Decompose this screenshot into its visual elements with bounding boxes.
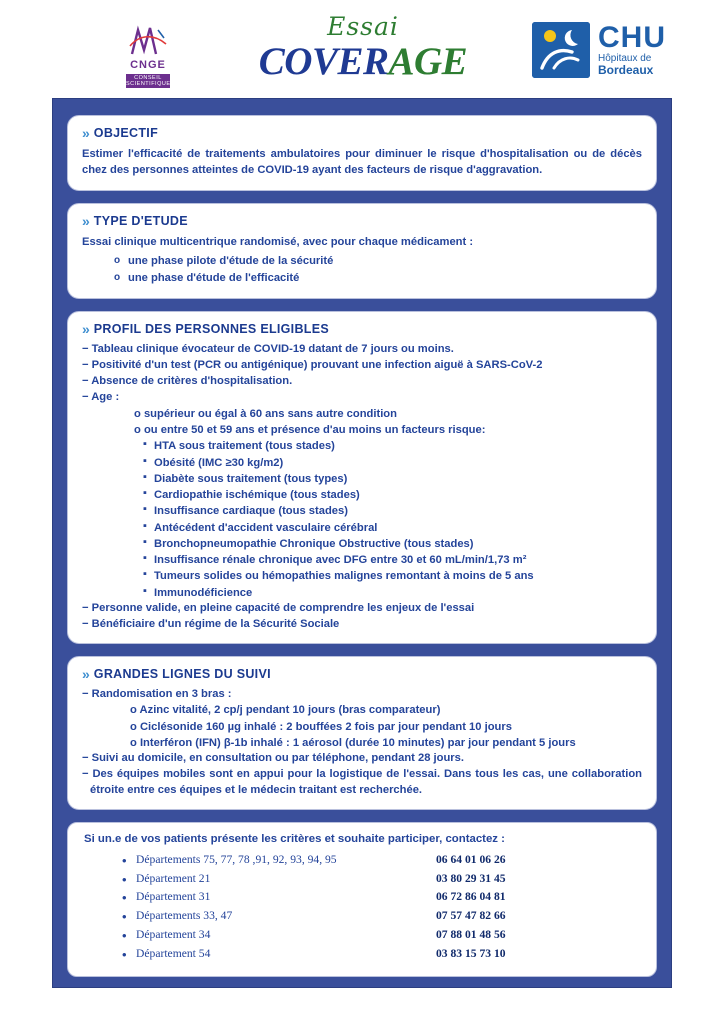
contact-departments: • Département 34 (136, 928, 211, 941)
list-item: ▪ Insuffisance cardiaque (tous stades) (154, 503, 642, 519)
risk-factor-list (82, 438, 642, 600)
section-type-etude-title: TYPE D'ETUDE (93, 214, 188, 229)
trial-arm: o Azinc vitalité, 2 cp/j pendant 10 jours (bras comparateur) (130, 704, 441, 717)
list-item: ▪ Immunodéficience (154, 585, 642, 601)
contact-phone[interactable]: 03 83 15 73 10 (436, 946, 506, 960)
contact-phone[interactable]: 06 72 86 04 81 (436, 890, 506, 904)
list-item: ▪ Insuffisance rénale chronique avec DFG entre 30 et 60 mL/min/1,73 m² (154, 552, 642, 568)
contact-row (136, 888, 640, 907)
list-item: ▪ Bronchopneumopathie Chronique Obstructive (tous stades) (154, 536, 642, 552)
chu-badge-icon (532, 22, 590, 78)
study-phase-list (82, 253, 642, 287)
list-item: ▪ Tumeurs solides ou hémopathies malignes remontant à moins de 5 ans (154, 568, 642, 584)
section-profil-title: PROFIL DES PERSONNES ELIGIBLES (93, 322, 329, 337)
contact-phone[interactable]: 06 64 01 06 26 (436, 852, 506, 866)
trial-arm: o Interféron (IFN) β-1b inhalé : 1 aérosol (durée 10 minutes) par jour pendant 5 jours (130, 736, 576, 749)
section-profil-header (82, 322, 642, 336)
chu-logo (532, 22, 666, 78)
poster-body (52, 98, 672, 988)
section-objectif-title: OBJECTIF (93, 126, 159, 140)
section-suivi-title: GRANDES LIGNES DU SUIVI (93, 666, 271, 681)
contact-departments: • Département 31 (136, 890, 211, 904)
cnge-logo-subtext: CONSEIL SCIENTIFIQUE (126, 75, 171, 87)
chevron-right-icon: » (82, 213, 87, 230)
chu-sub2: Bordeaux (598, 63, 654, 78)
followup-line: − Randomisation en 3 bras : (82, 687, 232, 700)
chu-sub1: Hôpitaux de (598, 52, 652, 64)
chu-wordmark (598, 22, 666, 78)
trial-name-part2: AGE (388, 40, 468, 83)
list-item: o une phase d'étude de l'efficacité (128, 270, 642, 287)
followup-line: − Suivi au domicile, en consultation ou par téléphone, pendant 28 jours. (82, 752, 464, 765)
contact-phone[interactable]: 07 88 01 48 56 (436, 928, 506, 941)
contact-phone[interactable]: 07 57 47 82 66 (436, 909, 506, 923)
eligibility-line: − Absence de critères d'hospitalisation. (82, 375, 293, 388)
section-suivi-header (82, 667, 642, 681)
list-item: ▪ Cardiopathie ischémique (tous stades) (154, 487, 642, 503)
list-item: o une phase pilote d'étude de la sécurité (128, 253, 642, 270)
contact-departments: • Département 54 (136, 946, 211, 960)
section-objectif-text: Estimer l'efficacité de traitements ambulatoires pour diminuer le risque d'hospitalisation ou de décès chez des personnes atteintes de COVID-19 ayant des facteurs de risque d'aggravation. (82, 148, 642, 177)
section-objectif (67, 115, 657, 191)
contact-departments: • Départements 33, 47 (136, 909, 233, 923)
contact-row (136, 851, 640, 870)
age-criterion: o supérieur ou égal à 60 ans sans autre condition (134, 407, 397, 420)
document-header (0, 0, 724, 98)
contact-row (136, 945, 640, 964)
section-type-etude-text: Essai clinique multicentrique randomisé, avec pour chaque médicament : (82, 236, 474, 249)
cnge-logo-text: CNGE (130, 59, 166, 71)
contact-departments: • Départements 75, 77, 78 ,91, 92, 93, 94, 95 (136, 852, 337, 866)
trial-name (248, 41, 478, 84)
section-profil (67, 311, 657, 643)
chevron-right-icon: » (82, 321, 87, 338)
list-item: ▪ Antécédent d'accident vasculaire cérébral (154, 520, 642, 536)
age-criterion: o ou entre 50 et 59 ans et présence d'au moins un facteurs risque: (134, 424, 486, 437)
section-type-etude (67, 203, 657, 299)
chevron-right-icon: » (82, 665, 87, 682)
eligibility-line: − Personne valide, en pleine capacité de comprendre les enjeux de l'essai (82, 601, 475, 614)
list-item: ▪ HTA sous traitement (tous stades) (154, 438, 642, 454)
list-item: ▪ Diabète sous traitement (tous types) (154, 471, 642, 487)
cnge-mark-icon (124, 24, 172, 58)
trial-label: Essai (327, 12, 399, 41)
section-type-etude-header (82, 214, 642, 228)
contact-heading: Si un.e de vos patients présente les critères et souhaite participer, contactez : (84, 832, 505, 845)
section-suivi (67, 656, 657, 810)
list-item: ▪ Obésité (IMC ≥30 kg/m2) (154, 455, 642, 471)
eligibility-line: − Bénéficiaire d'un régime de la Sécurité Sociale (82, 617, 340, 630)
contact-row (136, 926, 640, 945)
contact-row (136, 870, 640, 889)
page-footer (0, 988, 724, 1024)
contact-row (136, 907, 640, 926)
contact-list (84, 851, 640, 964)
cnge-logo (112, 24, 184, 88)
eligibility-line: − Tableau clinique évocateur de COVID-19 datant de 7 jours ou moins. (82, 343, 454, 356)
chu-name: CHU (598, 21, 666, 55)
contact-card (67, 822, 657, 977)
chevron-right-icon: » (82, 125, 87, 141)
followup-line: − Des équipes mobiles sont en appui pour la logistique de l'essai. Dans tous les cas, une collaboration étroite entre ces équipes et le médecin traitant est recherchée. (82, 768, 642, 796)
trial-arm: o Ciclésonide 160 µg inhalé : 2 bouffées 2 fois par jour pendant 10 jours (130, 720, 512, 733)
eligibility-line: − Age : (82, 391, 120, 404)
contact-phone[interactable]: 03 80 29 31 45 (436, 871, 506, 885)
section-objectif-header (82, 126, 642, 140)
poster-title (248, 14, 478, 84)
contact-departments: • Département 21 (136, 871, 211, 885)
trial-name-part1: COVER (258, 40, 389, 83)
eligibility-line: − Positivité d'un test (PCR ou antigénique) prouvant une infection aiguë à SARS-CoV-2 (82, 359, 543, 372)
